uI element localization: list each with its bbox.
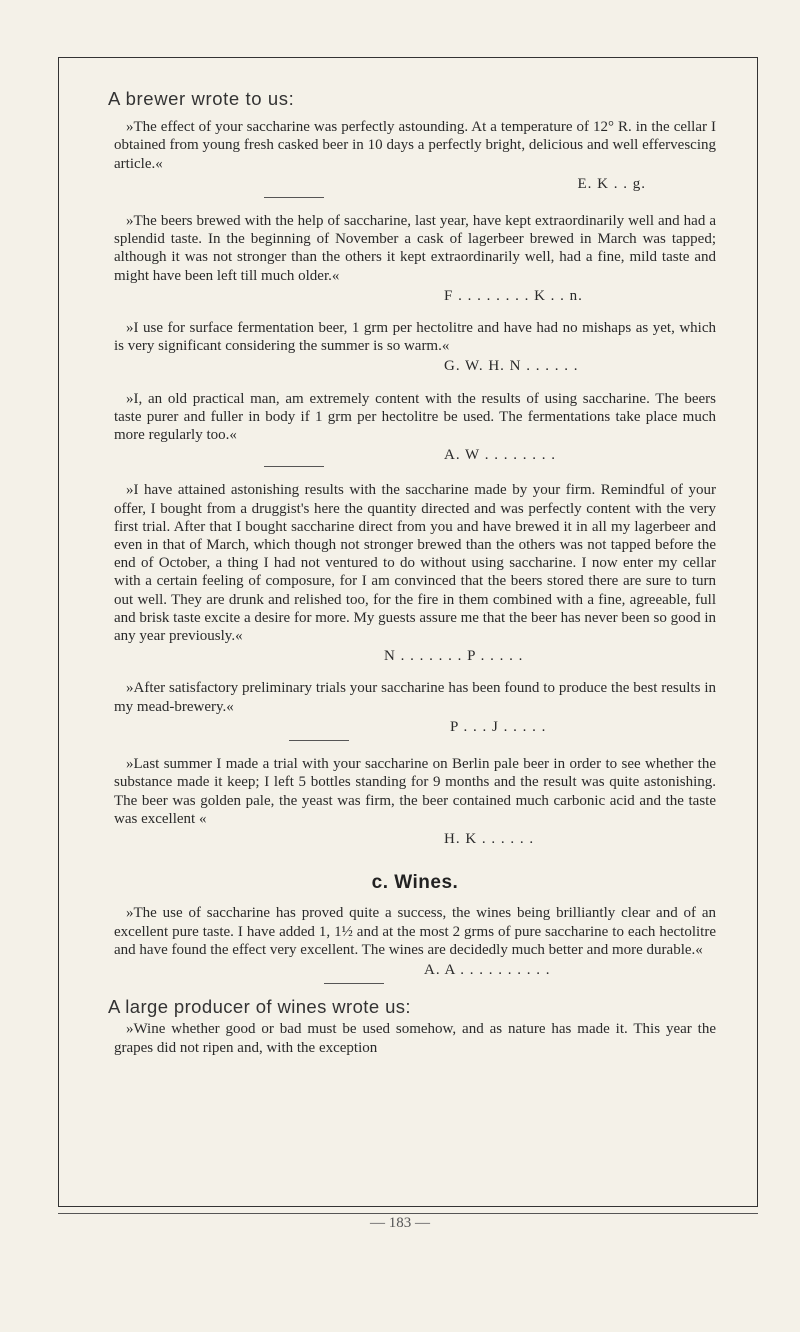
testimonial-6 — [114, 679, 716, 736]
testimonial-5 — [114, 481, 716, 665]
testimonial-text: »Last summer I made a trial with your saccharine on Berlin pale beer in order to see whether the substance made it keep; I left 5 bottles standing for 9 months and the result was quite astonishing. The beer was golden pale, the yeast was firm, the beer contained much carbonic acid and the taste was excellent « — [114, 756, 716, 827]
testimonial-signature: P . . . J . . . . . — [450, 718, 547, 735]
section-heading: A brewer wrote to us: — [108, 88, 295, 109]
page-number: — 183 — — [370, 1215, 430, 1231]
testimonial-signature: A. A . . . . . . . . . . — [424, 961, 551, 978]
testimonial-signature: H. K . . . . . . — [444, 830, 535, 847]
testimonial-text: »The beers brewed with the help of saccharine, last year, have kept extraordinarily well and had a splendid taste. In the beginning of November a cask of lagerbeer brewed in March was tapped; although it was not stronger than the others it kept extraordinarily well, had a fine, mild taste and might have been left till much older.« — [114, 213, 716, 284]
testimonial-signature: N . . . . . . . P . . . . . — [384, 648, 524, 665]
wine-testimonial — [114, 904, 716, 979]
testimonial-signature: E. K . . g. — [577, 175, 646, 192]
testimonial-text: »Wine whether good or bad must be used somehow, and as nature has made it. This year the grapes did not ripen and, with the exception — [114, 1021, 716, 1056]
frame-bottom-rule — [58, 1213, 758, 1214]
divider-rule — [324, 983, 384, 984]
divider-rule — [289, 740, 349, 741]
testimonial-2 — [114, 212, 716, 305]
testimonial-signature: F . . . . . . . . K . . n. — [444, 287, 583, 304]
testimonial-text: »The use of saccharine has proved quite a success, the wines being brilliantly clear and of an excellent pure taste. I have added 1, 1½ and at the most 2 grms of pure saccharine to each hectolitre and have found the effect very excellent. The wines are decidedly much better and more durable.« — [114, 905, 716, 958]
testimonial-text: »I have attained astonishing results with the saccharine made by your firm. Remindful of your offer, I bought from a druggist's here the quantity directed and was perfectly content with the very first trial. After that I bought saccharine direct from you and have brewed it in all my lagerbeer and even in that of March, which though not stronger brewed than the others was not tapped before the end of October, a thing I had not ventured to do without using saccharine. I now enter my cellar with a certain feeling of composure, for I am convinced that the beers stored there are sure to turn out well. They are drunk and relished too, for the fire in them combined with a fine, agreeable, full and brisk taste excite a desire for more. My guests assure me that the beer has never been so good in any year previously.« — [114, 482, 716, 645]
testimonial-text: »The effect of your saccharine was perfectly astounding. At a temperature of 12° R. in the cellar I obtained from young fresh casked beer in 10 days a perfectly bright, delicious and well effervescing article.« — [114, 119, 716, 172]
wine-producer-letter — [114, 1020, 716, 1056]
testimonial-text: »I, an old practical man, am extremely content with the results of using saccharine. The beers taste purer and fuller in body if 1 grm per hectolitre be used. The fermentations take place much more regularly too.« — [114, 390, 716, 444]
testimonial-3 — [114, 319, 716, 376]
page-content — [108, 88, 716, 1071]
testimonial-signature: A. W . . . . . . . . — [444, 447, 556, 464]
testimonial-4 — [114, 390, 716, 465]
wine-producer-heading: A large producer of wines wrote us: — [108, 996, 411, 1018]
testimonial-1 — [114, 118, 716, 193]
testimonial-7 — [114, 755, 716, 848]
testimonial-text: »After satisfactory preliminary trials your saccharine has been found to produce the best results in my mead-brewery.« — [114, 680, 716, 715]
testimonial-text: »I use for surface fermentation beer, 1 grm per hectolitre and have had no mishaps as yet, which is very significant considering the summer is so warm.« — [114, 320, 716, 355]
wines-section-title: c. Wines. — [371, 872, 459, 894]
testimonial-signature: G. W. H. N . . . . . . — [444, 358, 579, 375]
divider-rule — [264, 466, 324, 467]
divider-rule — [264, 197, 324, 198]
